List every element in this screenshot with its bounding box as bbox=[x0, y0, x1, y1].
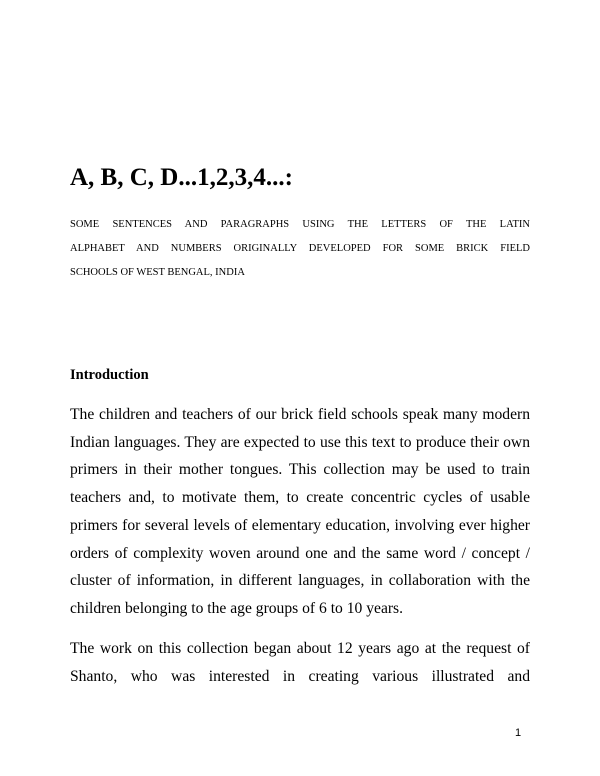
introduction-paragraph-2 bbox=[70, 635, 530, 690]
document-subtitle bbox=[70, 213, 530, 285]
page-number: 1 bbox=[515, 727, 522, 739]
section-heading-introduction: Introduction bbox=[70, 367, 149, 383]
paragraph-line: Shanto, who was interested in creating various illustrated and bbox=[70, 667, 530, 685]
paragraph-line: The children and teachers of our brick field schools speak many modern bbox=[70, 406, 530, 423]
subtitle-line: ALPHABET AND NUMBERS ORIGINALLY DEVELOPED FOR SOME BRICK FIELD bbox=[70, 243, 530, 254]
paragraph-line: The work on this collection began about 12 years ago at the request of bbox=[70, 640, 530, 657]
document-title: A, B, C, D...1,2,3,4...: bbox=[70, 164, 293, 191]
subtitle-line: SCHOOLS OF WEST BENGAL, INDIA bbox=[70, 267, 245, 278]
paragraph-line: primers for several levels of elementary education, involving ever higher bbox=[70, 516, 530, 534]
paragraph-line: cluster of information, in different languages, in collaboration with the bbox=[70, 572, 530, 590]
paragraph-line: orders of complexity woven around one and the same word / concept / bbox=[70, 544, 530, 562]
subtitle-line: SOME SENTENCES AND PARAGRAPHS USING THE LETTERS OF THE LATIN bbox=[70, 219, 530, 230]
paragraph-line: Indian languages. They are expected to use this text to produce their own bbox=[70, 433, 530, 451]
paragraph-line: teachers and, to motivate them, to create concentric cycles of usable bbox=[70, 489, 530, 507]
paragraph-line: primers in their mother tongues. This collection may be used to train bbox=[70, 461, 530, 479]
introduction-paragraph-1 bbox=[70, 401, 530, 623]
paragraph-line: children belonging to the age groups of 6 to 10 years. bbox=[70, 599, 404, 617]
